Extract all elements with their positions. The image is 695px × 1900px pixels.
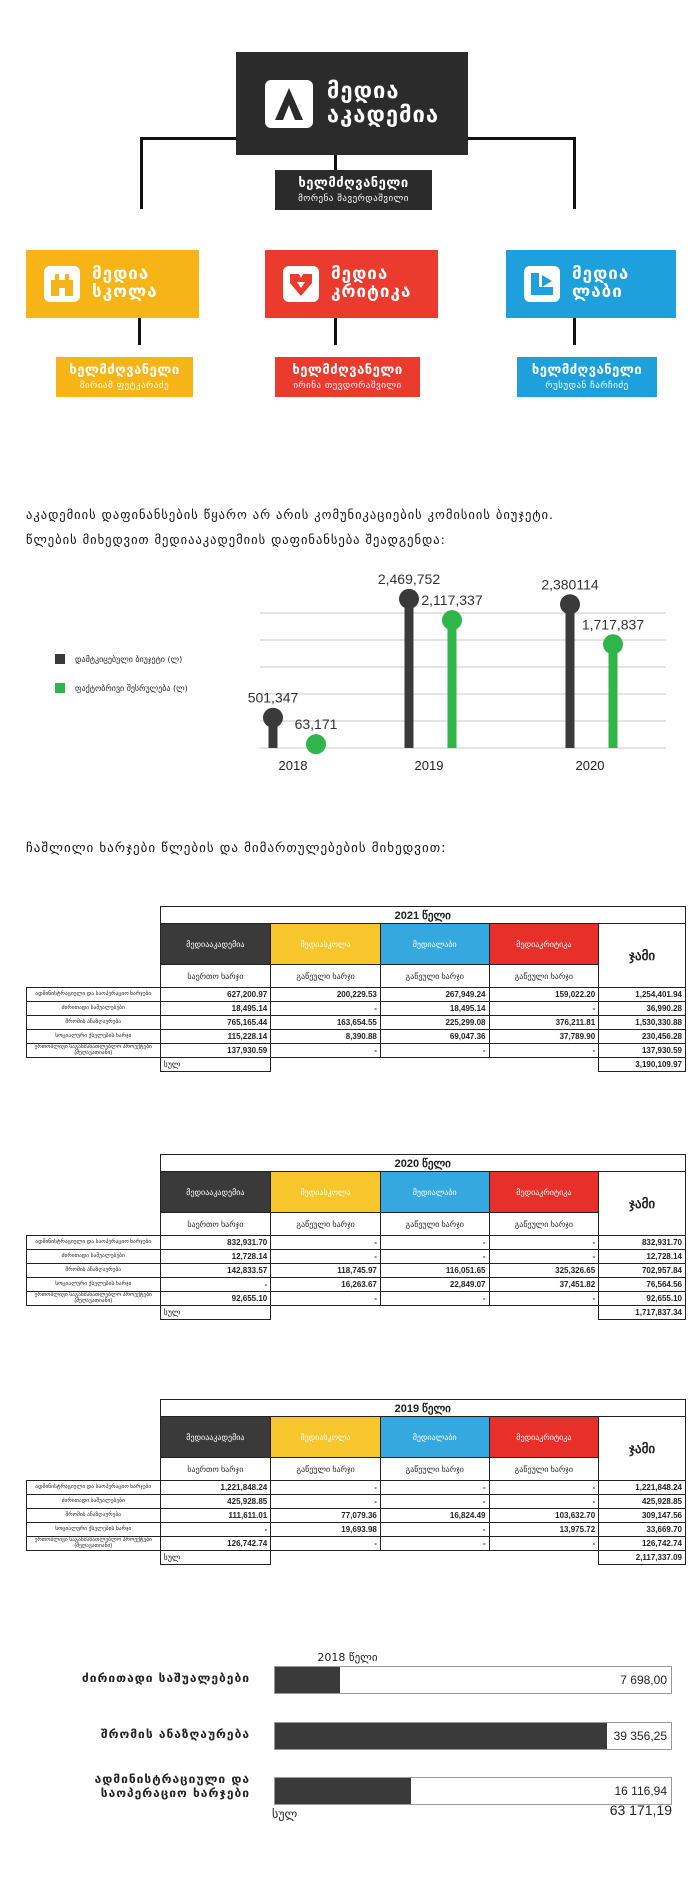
- table-cell: -: [380, 1250, 489, 1264]
- table-cell: -: [380, 1044, 489, 1058]
- table-title: 2020 წელი: [160, 1155, 685, 1172]
- table-cell: 37,789.90: [489, 1030, 599, 1044]
- column-subheader: გაწეული ხარჯი: [380, 965, 489, 988]
- data-label: 2,469,752: [377, 570, 441, 587]
- bar-track: [274, 1722, 672, 1750]
- table-row: [27, 1250, 686, 1264]
- row-label: ადმინისტრაციული და საოპერაციო ხარჯები: [27, 1481, 161, 1495]
- expenses-title: ჩაშლილი ხარჯები წლების და მიმართულებების მიხედვით:: [26, 841, 447, 856]
- table-cell: -: [489, 1481, 599, 1495]
- table-cell: 225,299.08: [380, 1016, 489, 1030]
- bar-track: [274, 1666, 672, 1694]
- total-row-label: სულ: [160, 1551, 271, 1565]
- column-subheader: გაწეული ხარჯი: [271, 1458, 381, 1481]
- funding-chart: [240, 565, 670, 775]
- table-cell: 22,849.07: [380, 1278, 489, 1292]
- manager-title: ხელმძღვანელი: [531, 363, 643, 378]
- table-row: [27, 1002, 686, 1016]
- table-cell: -: [160, 1523, 271, 1537]
- table-cell: 77,079.36: [271, 1509, 381, 1523]
- row-label: სოციალური ქსელების ხარჯი: [27, 1030, 161, 1044]
- school-line-2: სკოლა: [92, 282, 158, 302]
- table-cell: 76,564.56: [599, 1278, 686, 1292]
- manager-title: ხელმძღვანელი: [69, 363, 180, 378]
- table-cell: -: [380, 1292, 489, 1306]
- row-label: ადმინისტრაციული და საოპერაციო ხარჯები: [27, 1236, 161, 1250]
- bar: [275, 1667, 340, 1693]
- table-cell: 163,654.55: [271, 1016, 381, 1030]
- school-manager-box: [56, 357, 193, 397]
- bar-chart-title: 2018 წელი: [317, 1651, 378, 1664]
- bar-total-label: სულ: [272, 1807, 298, 1821]
- lollipop-point: [603, 634, 623, 654]
- manager-name: ირინა თევდორაშვილი: [293, 381, 402, 391]
- table-cell: 142,833.57: [160, 1264, 271, 1278]
- data-label: 63,171: [294, 716, 338, 733]
- table-cell: 16,263.67: [271, 1278, 381, 1292]
- lollipop-point: [306, 734, 326, 754]
- academy-a-icon: [265, 80, 313, 128]
- column-subheader: გაწეული ხარჯი: [271, 1213, 381, 1236]
- table-cell: -: [380, 1523, 489, 1537]
- table-cell: -: [489, 1250, 599, 1264]
- manager-title: ხელმძღვანელი: [298, 176, 409, 191]
- critic-manager-box: [275, 357, 420, 397]
- lab-line-2: ლაბი: [572, 282, 623, 302]
- total-header: ჯამი: [599, 924, 686, 988]
- table-cell: -: [489, 1495, 599, 1509]
- school-line-1: მედია: [92, 264, 150, 285]
- bar-category-label: შრომის ანაზღაურება: [100, 1727, 250, 1741]
- expense-table: [26, 906, 686, 1072]
- media-lab-logo: [506, 250, 676, 318]
- table-row: [27, 1495, 686, 1509]
- legend-label: დამტკიცებული ბიუჯეტი (ლ): [75, 654, 183, 664]
- table-cell: 832,931.70: [160, 1236, 271, 1250]
- grand-total: 2,117,337.09: [599, 1551, 686, 1565]
- column-subheader: გაწეული ხარჯი: [271, 965, 381, 988]
- manager-name: მორენა შავერდაშვილი: [298, 194, 409, 204]
- table-cell: 376,211.81: [489, 1016, 599, 1030]
- total-header: ჯამი: [599, 1417, 686, 1481]
- column-subheader: გაწეული ხარჯი: [380, 1458, 489, 1481]
- column-header: მედიაკრიტიკა: [489, 924, 599, 965]
- logo-line-1: მედია: [326, 79, 400, 105]
- table-cell: -: [160, 1278, 271, 1292]
- table-cell: 159,022.20: [489, 988, 599, 1002]
- table-cell: 12,728.14: [599, 1250, 686, 1264]
- table-row: [27, 1523, 686, 1537]
- column-subheader: გაწეული ხარჯი: [489, 1213, 599, 1236]
- bar-total-value: 63 171,19: [609, 1802, 672, 1818]
- table-cell: 1,530,330.88: [599, 1016, 686, 1030]
- column-header: მედიააკადემია: [160, 1172, 271, 1213]
- bar-value-label: 7 698,00: [620, 1673, 667, 1687]
- table-cell: 832,931.70: [599, 1236, 686, 1250]
- table-cell: 137,930.59: [160, 1044, 271, 1058]
- table-cell: 126,742.74: [160, 1537, 271, 1551]
- column-header: მედიასკოლა: [271, 1172, 381, 1213]
- table-cell: 309,147.56: [599, 1509, 686, 1523]
- table-cell: -: [380, 1537, 489, 1551]
- top-manager-box: [275, 170, 432, 210]
- table-cell: -: [271, 1495, 381, 1509]
- table-cell: 126,742.74: [599, 1537, 686, 1551]
- column-header: მედიალაბი: [380, 924, 489, 965]
- funding-note: აკადემიის დაფინანსების წყარო არ არის კომუნიკაციების კომისიის ბიუჯეტი.: [26, 507, 554, 522]
- table-cell: -: [271, 1537, 381, 1551]
- table-cell: -: [271, 1044, 381, 1058]
- column-header: მედიააკადემია: [160, 924, 271, 965]
- column-subheader: გაწეული ხარჯი: [489, 1458, 599, 1481]
- table-cell: -: [489, 1236, 599, 1250]
- manager-name: მირიამ ფეტკარაძე: [79, 381, 170, 391]
- row-label: ძირითადი საშუალებები: [27, 1495, 161, 1509]
- data-label: 1,717,837: [581, 616, 645, 633]
- table-cell: 115,228.14: [160, 1030, 271, 1044]
- table-cell: 16,824.49: [380, 1509, 489, 1523]
- legend-label: ფაქტობრივი შესრულება (ლ): [75, 683, 188, 693]
- table-row: [27, 1509, 686, 1523]
- table-cell: -: [489, 1002, 599, 1016]
- table-row: [27, 1044, 686, 1058]
- table-row: [27, 988, 686, 1002]
- row-label: შრომის ანაზღაურება: [27, 1509, 161, 1523]
- lab-manager-box: [517, 357, 657, 397]
- table-cell: 19,693.98: [271, 1523, 381, 1537]
- table-cell: 36,990.28: [599, 1002, 686, 1016]
- table-cell: -: [271, 1236, 381, 1250]
- table-cell: -: [271, 1250, 381, 1264]
- table-cell: 92,655.10: [160, 1292, 271, 1306]
- table-row: [27, 1236, 686, 1250]
- critic-line-2: კრიტიკა: [331, 282, 412, 302]
- lollipop-point: [560, 594, 580, 614]
- table-cell: 92,655.10: [599, 1292, 686, 1306]
- data-label: 2,380114: [541, 576, 599, 593]
- table-cell: 137,930.59: [599, 1044, 686, 1058]
- data-label: 2,117,337: [421, 592, 483, 609]
- table-cell: 69,047.36: [380, 1030, 489, 1044]
- table-row: [27, 1278, 686, 1292]
- column-header: მედიალაბი: [380, 1417, 489, 1458]
- table-cell: 8,390.88: [271, 1030, 381, 1044]
- lollipop-point: [442, 610, 462, 630]
- legend-approved: [55, 654, 182, 664]
- school-house-icon: [44, 266, 80, 302]
- table-cell: 200,229.53: [271, 988, 381, 1002]
- row-label: ერთობლივი საგანმანათლებლო პროექტები (შეღავათიანი): [27, 1537, 161, 1551]
- column-header: მედიასკოლა: [271, 1417, 381, 1458]
- data-label: 501,347: [247, 689, 299, 706]
- funding-by-year: წლების მიხედვით მედიააკადემიის დაფინანსება შეადგენდა:: [26, 532, 446, 547]
- table-cell: 765,165.44: [160, 1016, 271, 1030]
- table-cell: 18,495.14: [160, 1002, 271, 1016]
- table-row: [27, 1481, 686, 1495]
- manager-title: ხელმძღვანელი: [292, 363, 403, 378]
- table-cell: -: [489, 1537, 599, 1551]
- table-cell: -: [271, 1292, 381, 1306]
- lab-line-1: მედია: [572, 264, 630, 285]
- row-label: ადმინისტრაციული და საოპერაციო ხარჯები: [27, 988, 161, 1002]
- x-tick-label: 2020: [575, 758, 605, 773]
- table-cell: 230,456.28: [599, 1030, 686, 1044]
- table-cell: 37,451.82: [489, 1278, 599, 1292]
- media-academy-logo: [236, 52, 468, 155]
- media-school-logo: [26, 250, 199, 318]
- table-cell: -: [380, 1481, 489, 1495]
- row-label: ერთობლივი საგანმანათლებლო პროექტები (შეღავათიანი): [27, 1292, 161, 1306]
- total-row-label: სულ: [160, 1058, 271, 1072]
- table-cell: 111,611.01: [160, 1509, 271, 1523]
- lollipop-point: [399, 589, 419, 609]
- table-row: [27, 1016, 686, 1030]
- table-cell: 425,928.85: [160, 1495, 271, 1509]
- bar-track: [274, 1777, 672, 1805]
- column-subheader: საერთო ხარჯი: [160, 1213, 271, 1236]
- x-tick-label: 2018: [278, 758, 308, 773]
- table-cell: 627,200.97: [160, 988, 271, 1002]
- table-cell: -: [380, 1495, 489, 1509]
- table-row: [27, 1537, 686, 1551]
- table-cell: 13,975.72: [489, 1523, 599, 1537]
- table-cell: 18,495.14: [380, 1002, 489, 1016]
- column-subheader: საერთო ხარჯი: [160, 1458, 271, 1481]
- bar-category-label: ადმინისტრაციული და საოპერაციო ხარჯები: [94, 1772, 250, 1800]
- bar-value-label: 16 116,94: [614, 1784, 667, 1798]
- table-cell: -: [271, 1002, 381, 1016]
- row-label: შრომის ანაზღაურება: [27, 1264, 161, 1278]
- org-connector: [573, 137, 576, 209]
- table-cell: 33,669.70: [599, 1523, 686, 1537]
- table-cell: -: [489, 1044, 599, 1058]
- table-row: [27, 1264, 686, 1278]
- table-cell: 325,326.65: [489, 1264, 599, 1278]
- row-label: ძირითადი საშუალებები: [27, 1250, 161, 1264]
- table-cell: -: [380, 1236, 489, 1250]
- table-cell: 425,928.85: [599, 1495, 686, 1509]
- legend-actual: [55, 683, 188, 693]
- bar-category-label: ძირითადი საშუალებები: [81, 1671, 250, 1685]
- column-header: მედიაკრიტიკა: [489, 1417, 599, 1458]
- table-title: 2019 წელი: [160, 1400, 685, 1417]
- lollipop-point: [263, 708, 283, 728]
- manager-name: რუსუდან ჩარჩიძე: [545, 381, 629, 391]
- table-cell: 267,949.24: [380, 988, 489, 1002]
- bar: [275, 1778, 411, 1804]
- row-label: შრომის ანაზღაურება: [27, 1016, 161, 1030]
- table-cell: 12,728.14: [160, 1250, 271, 1264]
- logo-line-2: აკადემია: [326, 102, 440, 128]
- table-cell: 702,957.84: [599, 1264, 686, 1278]
- table-cell: 103,632.70: [489, 1509, 599, 1523]
- critic-pin-icon: [283, 266, 319, 302]
- column-header: მედიასკოლა: [271, 924, 381, 965]
- table-row: [27, 1030, 686, 1044]
- grand-total: 1,717,837.34: [599, 1306, 686, 1320]
- table-cell: -: [489, 1292, 599, 1306]
- column-header: მედიაკრიტიკა: [489, 1172, 599, 1213]
- row-label: სოციალური ქსელების ხარჯი: [27, 1278, 161, 1292]
- total-row-label: სულ: [160, 1306, 271, 1320]
- table-cell: -: [271, 1481, 381, 1495]
- column-subheader: გაწეული ხარჯი: [489, 965, 599, 988]
- table-row: [27, 1292, 686, 1306]
- table-title: 2021 წელი: [160, 907, 685, 924]
- table-cell: 1,254,401.94: [599, 988, 686, 1002]
- row-label: სოციალური ქსელების ხარჯი: [27, 1523, 161, 1537]
- column-header: მედიალაბი: [380, 1172, 489, 1213]
- org-connector: [140, 137, 143, 209]
- expense-table: [26, 1399, 686, 1565]
- column-subheader: გაწეული ხარჯი: [380, 1213, 489, 1236]
- critic-line-1: მედია: [331, 264, 389, 285]
- row-label: ერთობლივი საგანმანათლებლო პროექტები (შეღავათიანი): [27, 1044, 161, 1058]
- table-cell: 1,221,848.24: [160, 1481, 271, 1495]
- total-header: ჯამი: [599, 1172, 686, 1236]
- bar-value-label: 39 356,25: [613, 1729, 667, 1743]
- column-header: მედიააკადემია: [160, 1417, 271, 1458]
- table-cell: 118,745.97: [271, 1264, 381, 1278]
- bar: [275, 1723, 607, 1749]
- legend-swatch: [55, 683, 65, 693]
- row-label: ძირითადი საშუალებები: [27, 1002, 161, 1016]
- lab-play-icon: [524, 266, 560, 302]
- media-critic-logo: [265, 250, 438, 318]
- legend-swatch: [55, 654, 65, 664]
- grand-total: 3,190,109.97: [599, 1058, 686, 1072]
- table-cell: 1,221,848.24: [599, 1481, 686, 1495]
- expense-table: [26, 1154, 686, 1320]
- column-subheader: საერთო ხარჯი: [160, 965, 271, 988]
- x-tick-label: 2019: [414, 758, 444, 773]
- table-cell: 116,051.65: [380, 1264, 489, 1278]
